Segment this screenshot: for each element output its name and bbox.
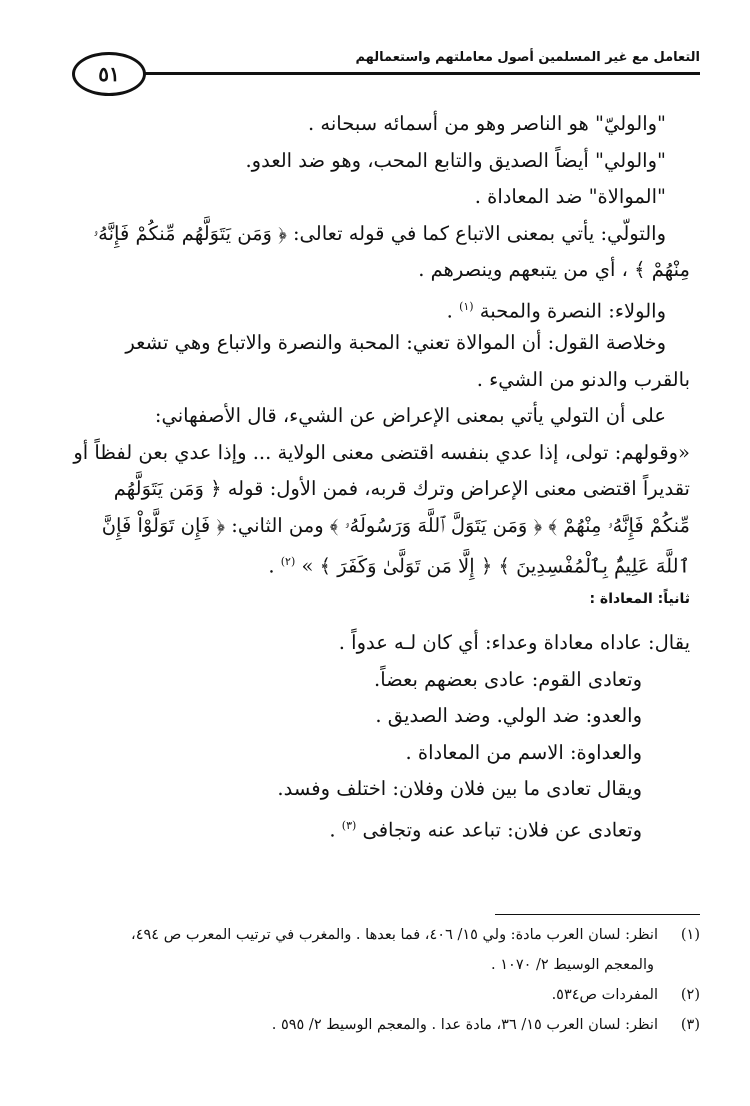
text-line: ٱللَّهَ عَلِيمٌۢ بِٱلْمُفْسِدِينَ ﴾ ﴿ إِلَّا مَن تَوَلَّىٰ وَكَفَرَ ﴾ » $^{(٢)}$ . [268, 554, 690, 578]
footnote-item [48, 1010, 700, 1040]
footnote-item [48, 920, 700, 950]
footnote-item [48, 980, 700, 1010]
text-segment: وتعادى عن فلان: تباعد عنه وتجافى [362, 818, 642, 841]
footnote-continuation: والمعجم الوسيط ٢/ ١٠٧٠ . [491, 957, 654, 973]
text-line: والولاء: النصرة والمحبة $^{(١)}$ . [446, 299, 666, 322]
footnote-number: (٢) [680, 987, 700, 1003]
footnote-rule [495, 914, 700, 915]
text-segment: ٱللَّهَ عَلِيمٌۢ بِٱلْمُفْسِدِينَ ﴾ ﴿ إِلَّا مَن تَوَلَّىٰ وَكَفَرَ ﴾ » [301, 554, 690, 578]
running-header-title: التعامل مع غير المسلمين أصول معاملتهم واستعمالهم [355, 50, 700, 65]
text-line: "والوليّ" هو الناصر وهو من أسمائه سبحانه . [308, 112, 666, 135]
footnote-text: انظر: لسان العرب مادة: ولي ١٥/ ٤٠٦، فما بعدها . والمغرب في ترتيب المعرب ص ٤٩٤، [131, 927, 658, 943]
text-line: والتولّي: يأتي بمعنى الاتباع كما في قوله تعالى: ﴿ وَمَن يَتَوَلَّهُم مِّنكُمْ فَإِنَّهُۥ [93, 221, 666, 245]
main-text [60, 106, 690, 844]
text-line: تقديراً اقتضى معنى الإعراض وترك قربه، فمن الأول: قوله ﴿ وَمَن يَتَوَلَّهُم [113, 477, 690, 500]
text-segment: والولاء: النصرة والمحبة [479, 299, 666, 322]
footnote-number: (١) [680, 927, 700, 943]
text-line: "الموالاة" ضد المعاداة . [474, 185, 666, 208]
text-line: ويقال تعادى ما بين فلان وفلان: اختلف وفسد. [277, 777, 642, 800]
text-line: يقال: عاداه معاداة وعداء: أي كان لـه عدواً . [338, 631, 690, 654]
text-line: مِنْهُمْ ﴾ ، أي من يتبعهم وينصرهم . [418, 258, 690, 281]
text-line: بالقرب والدنو من الشيء . [476, 367, 690, 391]
text-line: "والولي" أيضاً الصديق والتابع المحب، وهو ضد العدو. [245, 148, 666, 172]
footnote-text: المفردات ص٥٣٤. [551, 987, 658, 1003]
text-line: «وقولهم: تولى، إذا عدي بنفسه اقتضى معنى الولاية ... وإذا عدي بعن لفظاً أو [73, 440, 690, 464]
text-line: مِّنكُمْ فَإِنَّهُۥ مِنْهُمْ ﴾ ﴿ وَمَن يَتَوَلَّ ٱللَّهَ وَرَسُولَهُۥ ﴾ ومن الثاني: ﴿ فَإِن تَوَلَّوْاْ فَإِنَّ [101, 513, 690, 537]
text-line: والعداوة: الاسم من المعاداة . [405, 740, 642, 764]
text-line: وتعادى القوم: عادى بعضهم بعضاً. [374, 667, 642, 691]
section-heading: ثانياً: المعاداة : [589, 590, 690, 607]
text-line: وخلاصة القول: أن الموالاة تعني: المحبة والنصرة والاتباع وهي تشعر [125, 331, 666, 354]
page-number: ٥١ [72, 52, 146, 96]
footnote-ref: (٢) [280, 555, 296, 568]
footnote-text: انظر: لسان العرب ١٥/ ٣٦، مادة عدا . والمعجم الوسيط ٢/ ٥٩٥ . [271, 1017, 658, 1033]
footnote-ref: (١) [459, 299, 474, 313]
footnote-ref: (٣) [341, 818, 357, 832]
footnote-number: (٣) [680, 1017, 700, 1033]
text-line: وتعادى عن فلان: تباعد عنه وتجافى $^{(٣)}$ . [329, 818, 642, 841]
header-rule [140, 72, 700, 75]
text-line: على أن التولي يأتي بمعنى الإعراض عن الشيء، قال الأصفهاني: [154, 404, 666, 427]
text-line: والعدو: ضد الولي. وضد الصديق . [375, 704, 642, 727]
footnotes [48, 920, 700, 1040]
